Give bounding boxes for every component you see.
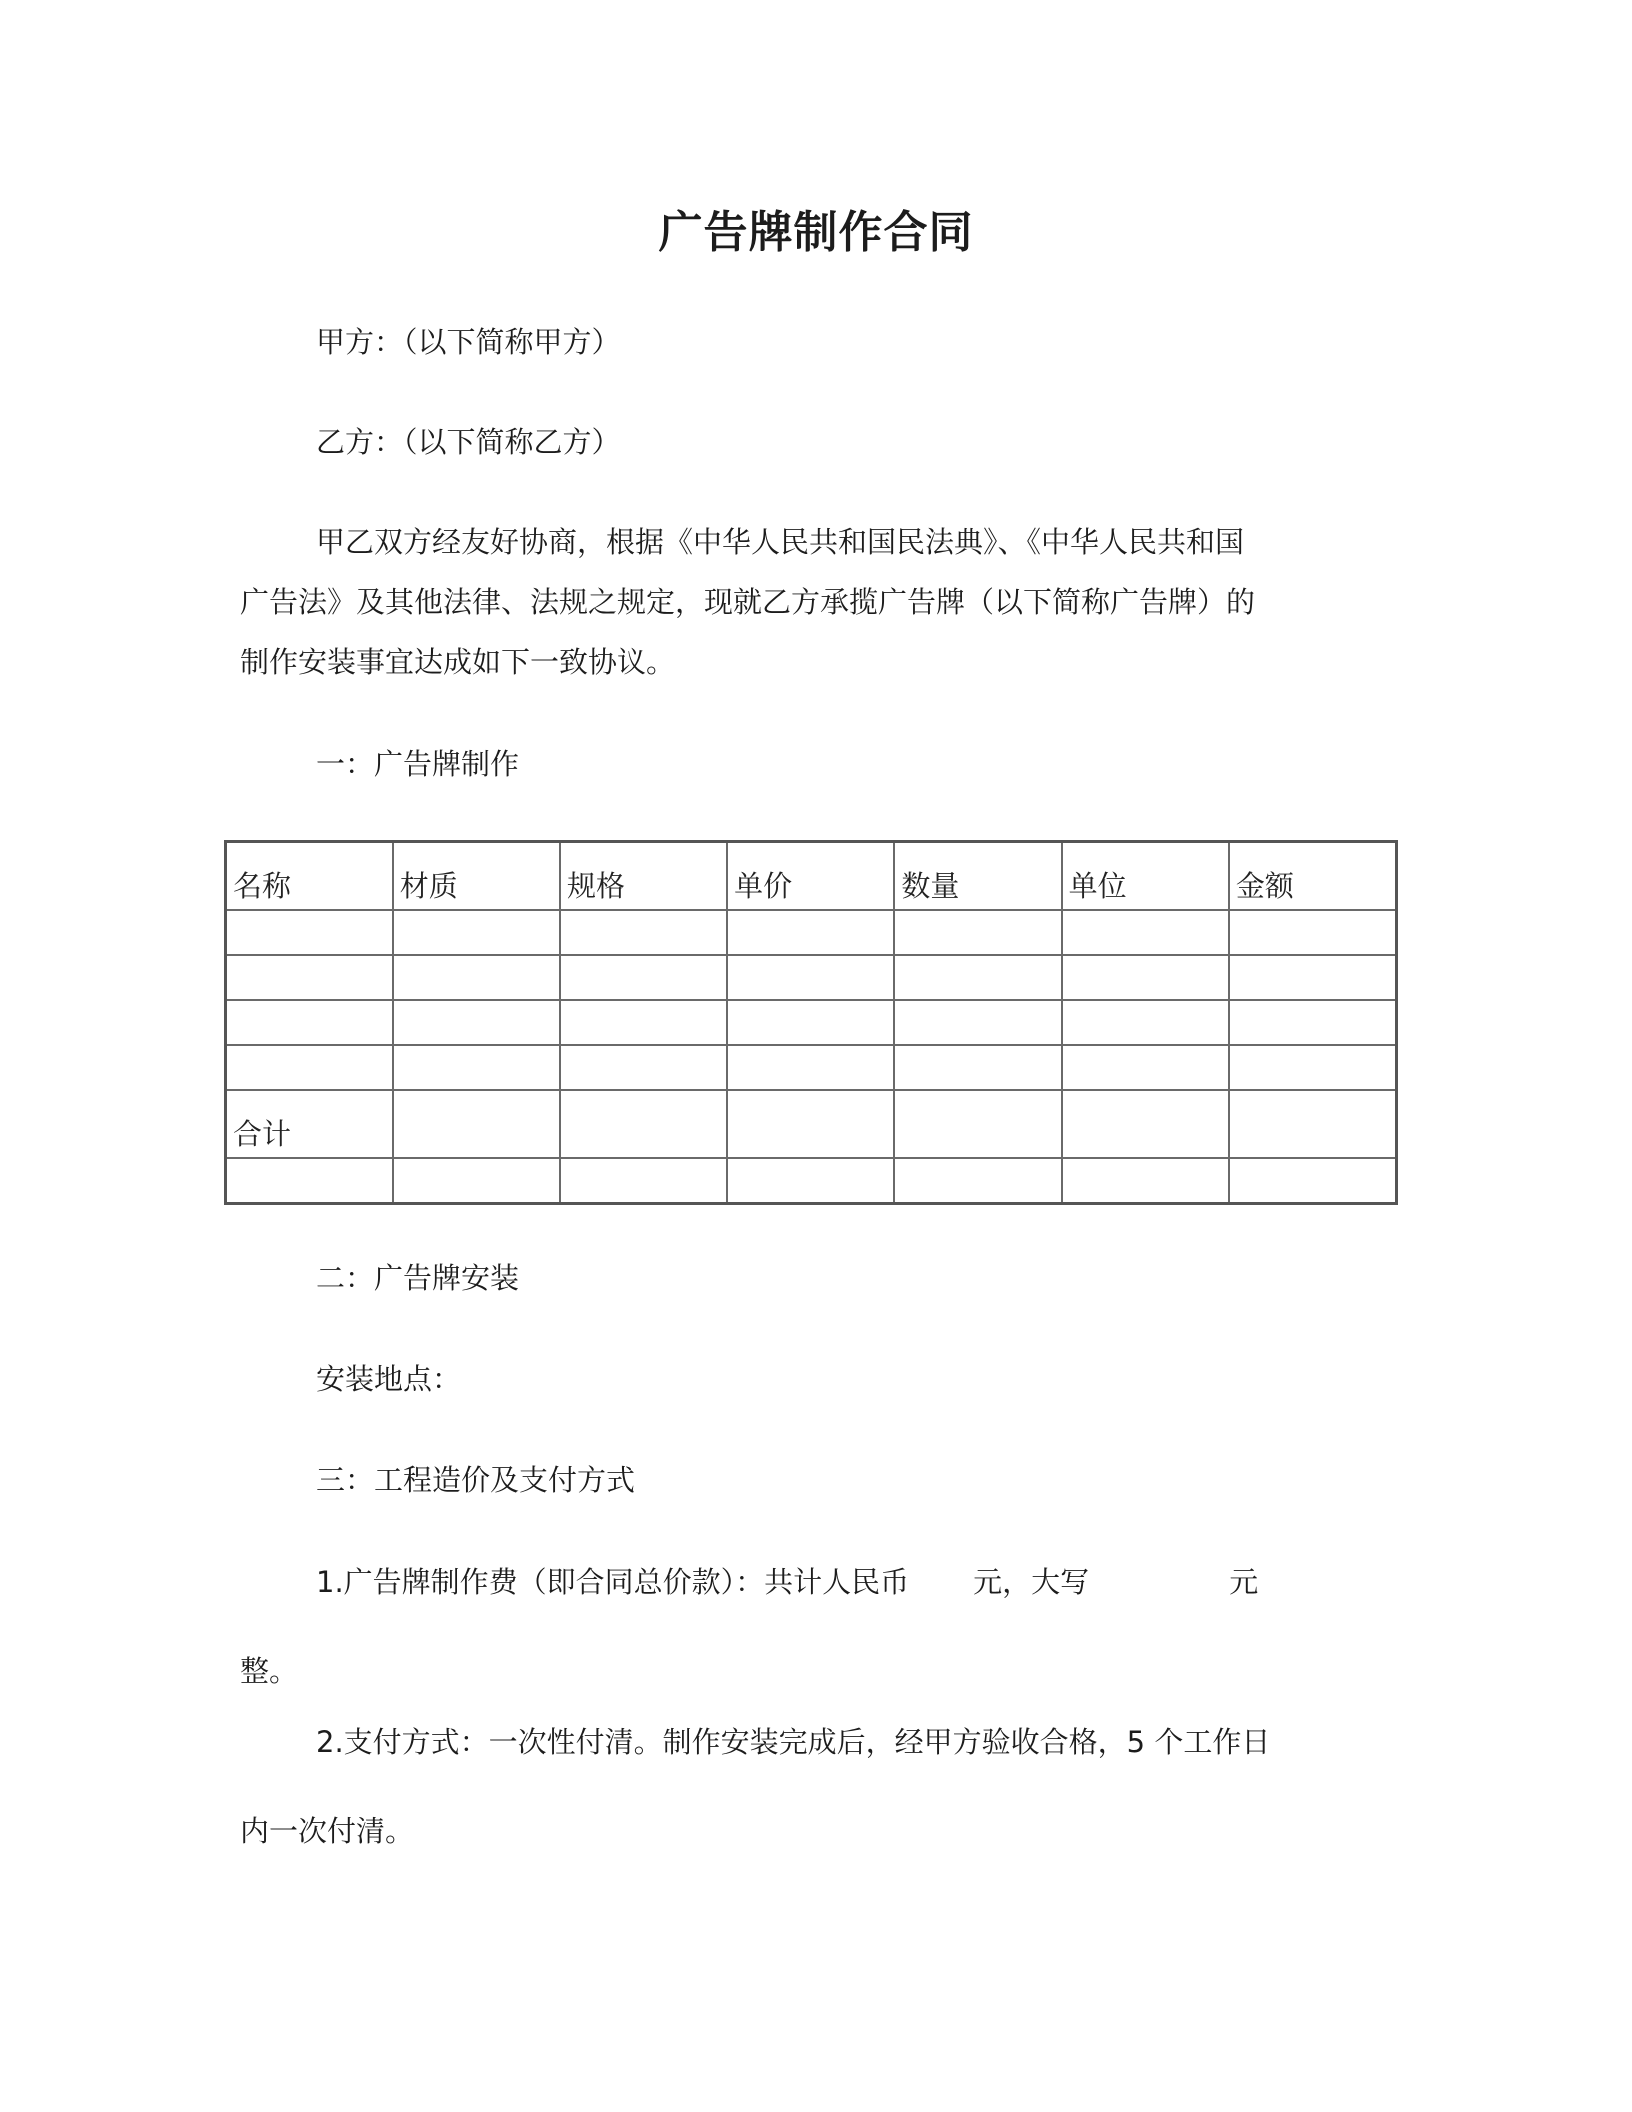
table-row: [226, 910, 1397, 955]
table-header-row: [226, 842, 1397, 911]
table-cell: [1229, 1000, 1397, 1045]
fee-prefix: 1.广告牌制作费（即合同总价款）：共计人民币: [316, 1565, 910, 1599]
table-cell: [226, 1045, 393, 1090]
header-cell-quantity: 数量: [894, 842, 1061, 911]
table-cell: [1229, 1158, 1397, 1204]
section2-heading: 二：广告牌安装: [316, 1261, 520, 1295]
table-cell: [393, 1158, 560, 1204]
table-cell: [727, 1000, 894, 1045]
table-cell: [1062, 910, 1229, 955]
preamble-line-3: 制作安装事宜达成如下一致协议。: [240, 645, 676, 679]
table-cell: [393, 910, 560, 955]
table-cell: [727, 955, 894, 1000]
table-cell: [727, 1045, 894, 1090]
table-row: [226, 1000, 1397, 1045]
table-cell: [560, 910, 727, 955]
table-cell: [894, 1158, 1061, 1204]
table-cell: [727, 910, 894, 955]
fee-continuation: 整。: [240, 1654, 299, 1688]
table-cell: [894, 910, 1061, 955]
party-b-line: 乙方：（以下简称乙方）: [316, 425, 621, 459]
header-cell-name: 名称: [226, 842, 393, 911]
table-cell: [894, 1000, 1061, 1045]
table-cell: [1062, 1158, 1229, 1204]
install-location-label: 安装地点：: [316, 1362, 462, 1396]
table-cell: [560, 955, 727, 1000]
table-cell: [226, 955, 393, 1000]
document-title: 广告牌制作合同: [658, 207, 974, 258]
table-cell: [393, 1090, 560, 1158]
preamble-line-1: 甲乙双方经友好协商，根据《中华人民共和国民法典》、《中华人民共和国: [316, 525, 1245, 559]
table-cell: [226, 1000, 393, 1045]
table-cell: [560, 1090, 727, 1158]
party-a-line: 甲方：（以下简称甲方）: [316, 325, 621, 359]
table-row: [226, 1045, 1397, 1090]
table-cell: [560, 1158, 727, 1204]
header-cell-unit-price: 单价: [727, 842, 894, 911]
preamble-line-2: 广告法》及其他法律、法规之规定，现就乙方承揽广告牌（以下简称广告牌）的: [240, 585, 1256, 619]
table-cell: [226, 1158, 393, 1204]
table-cell: [727, 1090, 894, 1158]
table-cell: [393, 1000, 560, 1045]
header-cell-material: 材质: [393, 842, 560, 911]
table-cell: [1062, 1000, 1229, 1045]
production-spec-table: [224, 840, 1398, 1205]
header-cell-spec: 规格: [560, 842, 727, 911]
table-cell: [226, 910, 393, 955]
section1-heading: 一：广告牌制作: [316, 747, 520, 781]
table-cell: [1229, 910, 1397, 955]
table-cell: [727, 1158, 894, 1204]
table-cell: [1062, 955, 1229, 1000]
table-cell: [1062, 1045, 1229, 1090]
payment-line-1: 2.支付方式：一次性付清。制作安装完成后，经甲方验收合格，5 个工作日: [316, 1725, 1271, 1759]
table-cell: [560, 1045, 727, 1090]
table-row: [226, 955, 1397, 1000]
table-row: [226, 1158, 1397, 1204]
table-cell: [1229, 1090, 1397, 1158]
table-total-row: [226, 1090, 1397, 1158]
table-cell: [1062, 1090, 1229, 1158]
payment-line-2: 内一次付清。: [240, 1814, 415, 1848]
table-cell: [894, 955, 1061, 1000]
header-cell-amount: 金额: [1229, 842, 1397, 911]
table-cell: [393, 1045, 560, 1090]
section3-heading: 三：工程造价及支付方式: [316, 1463, 636, 1497]
fee-line: [316, 1553, 1258, 1611]
table-cell: [1229, 955, 1397, 1000]
table-cell: [560, 1000, 727, 1045]
table-cell: [393, 955, 560, 1000]
total-label-cell: 合计: [226, 1090, 393, 1158]
fee-mid: 元，大写: [973, 1565, 1090, 1599]
header-cell-unit: 单位: [1062, 842, 1229, 911]
fee-suffix: 元: [1229, 1565, 1259, 1599]
table-cell: [894, 1090, 1061, 1158]
table-cell: [1229, 1045, 1397, 1090]
table-cell: [894, 1045, 1061, 1090]
